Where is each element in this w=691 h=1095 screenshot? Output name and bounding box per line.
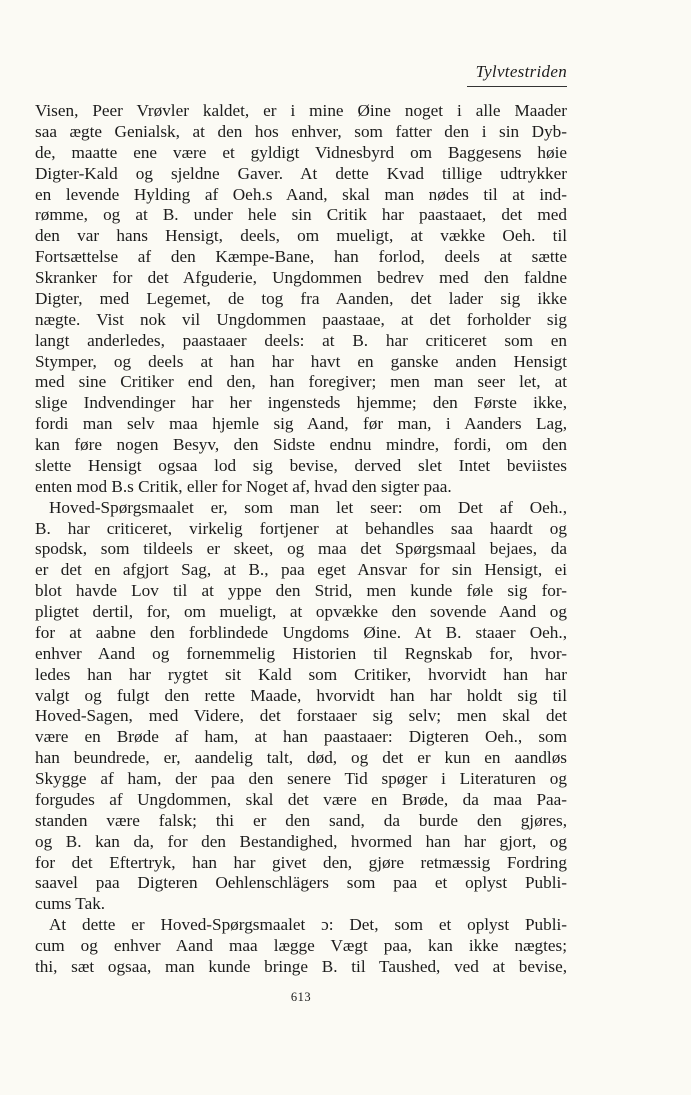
text-line: thi, sæt ogsaa, man kunde bringe B. til Taushed, ved at bevise, <box>35 956 567 976</box>
text-line: med sine Critiker end den, han foregiver; men man seer let, at <box>35 372 567 392</box>
text-line: Skygge af ham, der paa den senere Tid spøger i Literaturen og <box>35 769 567 788</box>
text-line: standen være falsk; thi er den sand, da burde den gjøres, <box>35 810 567 830</box>
text-line: slette Hensigt ogsaa lod sig bevise, derved slet Intet beviistes <box>35 455 567 475</box>
text-line: slige Indvendinger har her ingensteds hjemme; den Første ikke, <box>35 393 567 413</box>
text-line: kan føre nogen Besyv, den Sidste endnu mindre, fordi, om den <box>35 435 567 454</box>
page-number: 613 <box>290 990 312 1004</box>
text-line: være en Brøde af ham, at han paastaaer: Digteren Oeh., som <box>35 727 567 747</box>
text-line: Hoved-Spørgsmaalet er, som man let seer: om Det af Oeh., <box>49 497 567 517</box>
text-line: fordi man selv maa hjemle sig Aand, før man, i Aanders Lag, <box>35 414 567 434</box>
text-line: cums Tak. <box>35 894 106 914</box>
text-line: han beundrede, er, aandelig talt, død, og det er kun en aandløs <box>35 748 567 768</box>
text-line: At dette er Hoved-Spørgsmaalet ɔ: Det, som et oplyst Publi- <box>49 915 567 935</box>
text-line: de, maatte ene være et gyldigt Vidnesbyrd om Baggesens høie <box>35 142 567 162</box>
text-line: forgudes af Ungdommen, skal det være en Brøde, da maa Paa- <box>35 789 567 809</box>
text-line: er det en afgjort Sag, at B., paa eget Ansvar for sin Hensigt, ei <box>35 560 567 580</box>
text-line: saavel paa Digteren Oehlenschlägers som paa et oplyst Publi- <box>35 873 567 893</box>
text-line: enten mod B.s Critik, eller for Noget af, hvad den sigter paa. <box>35 476 452 496</box>
text-line: for at aabne den forblindede Ungdoms Øine. At B. staaer Oeh., <box>35 622 567 642</box>
text-line: Fortsættelse af den Kæmpe-Bane, han forlod, deels at sætte <box>35 247 567 267</box>
text-line: langt anderledes, paastaaer deels: at B. har criticeret som en <box>35 330 567 350</box>
text-line: en levende Hylding af Oeh.s Aand, skal man nødes til at ind- <box>35 184 567 204</box>
text-line: B. har criticeret, virkelig fortjener at behandles saa haardt og <box>35 518 567 538</box>
body-text <box>35 101 567 978</box>
text-line: og B. kan da, for den Bestandighed, hvormed han har gjort, og <box>35 831 567 851</box>
text-line: valgt og fulgt den rette Maade, hvorvidt han har holdt sig til <box>35 685 567 705</box>
text-line: ledes han har rygtet sit Kald som Critiker, hvorvidt han har <box>35 664 567 684</box>
text-line: Digter-Kald og sjeldne Gaver. At dette Kvad tillige udtrykker <box>35 163 567 183</box>
running-head-rule <box>467 86 567 87</box>
text-line: Visen, Peer Vrøvler kaldet, er i mine Øine noget i alle Maader <box>35 101 567 120</box>
text-line: rømme, og at B. under hele sin Critik har paastaaet, det med <box>35 205 567 225</box>
text-line: Skranker for det Afguderie, Ungdommen bedrev med den faldne <box>35 268 567 287</box>
text-line: Stymper, og deels at han har havt en ganske anden Hensigt <box>35 351 567 371</box>
text-line: saa ægte Genialsk, at den hos enhver, som fatter den i sin Dyb- <box>35 121 567 141</box>
text-line: spodsk, som tildeels er skeet, og maa det Spørgsmaal bejaes, da <box>35 539 567 559</box>
text-line: nægte. Vist nok vil Ungdommen paastaae, at det forholder sig <box>35 309 567 329</box>
running-head: Tylvtestriden <box>475 62 567 81</box>
text-line: den var hans Hensigt, deels, om mueligt, at vække Oeh. til <box>35 226 567 246</box>
text-line: Hoved-Sagen, med Videre, det forstaaer sig selv; men skal det <box>35 706 567 726</box>
text-line: for det Eftertryk, han har givet den, gjøre retmæssig Fordring <box>35 852 567 872</box>
text-line: cum og enhver Aand maa lægge Vægt paa, kan ikke nægtes; <box>35 936 567 955</box>
text-line: pligtet dertil, for, om mueligt, at opvække den sovende Aand og <box>35 602 567 621</box>
text-line: blot havde Lov til at yppe den Strid, men kunde føle sig for- <box>35 581 567 601</box>
text-line: enhver Aand og fornemmelig Historien til Regnskab for, hvor- <box>35 643 567 663</box>
text-line: Digter, med Legemet, de tog fra Aanden, det lader sig ikke <box>35 288 567 308</box>
